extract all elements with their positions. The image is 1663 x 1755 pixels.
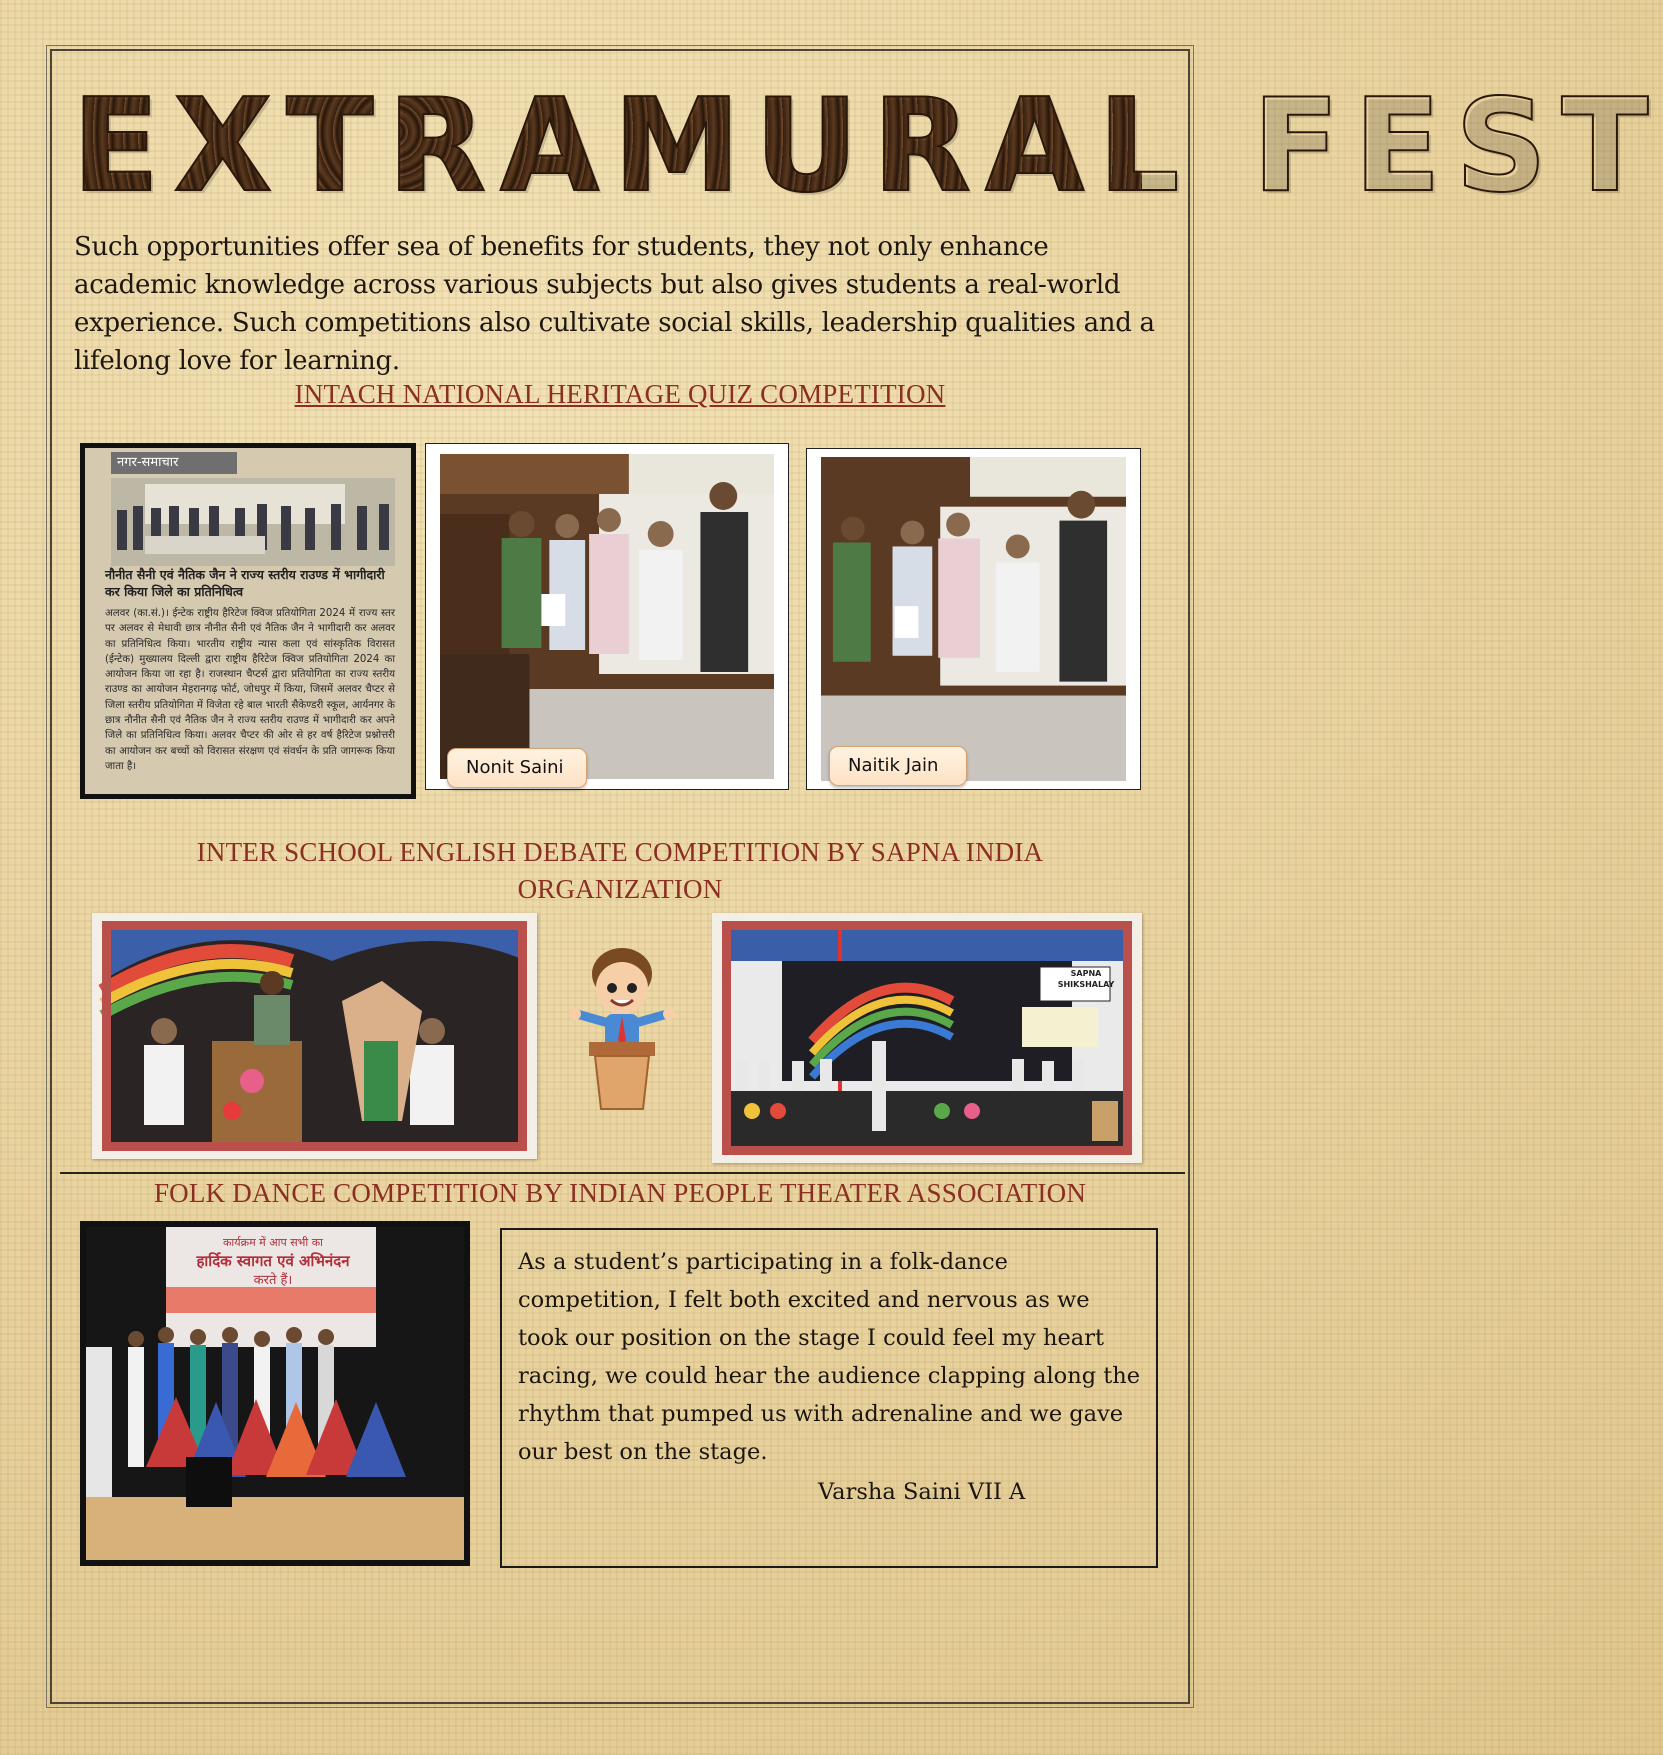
- folk-banner: [168, 1235, 378, 1290]
- folk-dance-photo: [80, 1221, 470, 1566]
- folk-banner-line-1: कार्यक्रम में आप सभी का: [222, 1236, 324, 1249]
- newspaper-masthead: नगर-समाचार: [111, 452, 237, 474]
- debate-heading: INTER SCHOOL ENGLISH DEBATE COMPETITION BY SAPNA INDIA ORGANIZATION: [196, 837, 1044, 904]
- stage-sign-line-1: SAPNA: [1070, 969, 1102, 978]
- folk-banner-line-2: हार्दिक स्वागत एवं अभिनंदन: [196, 1252, 350, 1270]
- newspaper-clipping: [80, 443, 416, 799]
- stage-sign: [1051, 968, 1121, 990]
- debate-mascot-icon: [567, 944, 677, 1112]
- newspaper-body: अलवर (का.सं.)। ईन्टेक राष्ट्रीय हैरिटेज क्विज प्रतियोगिता 2024 में राज्य स्तर पर अलवर से मेधावी छात्र नौनीत सैनी एवं नैतिक जैन ने भागीदारी कर अलवर का प्रतिनिधित्व किया। भारतीय राष्ट्रीय न्यास कला एवं सांस्कृतिक विरासत (ईन्टेक) मुख्यालय दिल्ली द्वारा राष्ट्रीय हैरिटेज क्विज प्रतियोगिता 2024 का आयोजन किया जा रहा है। राजस्थान चैप्टर्स द्वारा प्रतियोगिता का राज्य स्तरीय राउण्ड का आयोजन मेहरानगढ़ फोर्ट, जोधपुर में किया, जिसमें अलवर चैप्टर से जिला स्तरीय प्रतियोगिता में विजेता रहे बाल भारती सैकेण्डरी स्कूल, आर्यनगर के छात्र नौनीत सैनी एवं नैतिक जैन ने राज्य स्तरीय राउण्ड में भागीदारी कर अपने जिले का प्रतिनिधित्व किया। अलवर चैप्टर की ओर से हर वर्ष हैरिटेज प्रश्नोत्तरी का आयोजन कर बच्चों को विरासत संरक्षण एवं संवर्धन के प्रति जागरूक किया जाता है।: [105, 608, 395, 772]
- quiz-photo-naitik: [806, 448, 1141, 790]
- quiz-heading: INTACH NATIONAL HERITAGE QUIZ COMPETITION: [294, 379, 946, 409]
- stage-sign-line-2: SHIKSHALAY: [1057, 980, 1115, 989]
- newspaper-headline: नौनीत सैनी एवं नैतिक जैन ने राज्य स्तरीय राउण्ड में भागीदारी कर किया जिले का प्रतिनिधित्व: [105, 567, 385, 599]
- award-ceremony-photo-icon: [440, 454, 774, 779]
- folk-heading: FOLK DANCE COMPETITION BY INDIAN PEOPLE THEATER ASSOCIATION: [153, 1178, 1087, 1208]
- student-quote-box: [500, 1228, 1158, 1568]
- award-ceremony-photo-icon: [821, 457, 1126, 781]
- debate-stage-photo-icon: [102, 921, 527, 1151]
- student-quote-author: Varsha Saini VII A: [818, 1479, 1026, 1505]
- debate-photo-stage: [712, 913, 1142, 1163]
- folk-banner-line-3: करते हैं।: [253, 1273, 293, 1288]
- student-quote-text: As a student’s participating in a folk-dance competition, I felt both excited and nervous as we took our position on the stage I could feel my heart racing, we could hear the audience clapping along the rhythm that pumped us with adrenaline and we gave our best on the stage.: [518, 1249, 1141, 1465]
- caption-naitik-jain: Naitik Jain: [829, 746, 967, 786]
- debate-stage-photo-icon: [722, 921, 1132, 1155]
- quiz-photo-nonit: [425, 443, 789, 790]
- debate-photo-speaker: [92, 913, 537, 1159]
- page-title: EXTRAMURAL FEST: [72, 72, 1663, 221]
- caption-nonit-saini: Nonit Saini: [447, 748, 587, 788]
- intro-paragraph: Such opportunities offer sea of benefits for students, they not only enhance academic knowledge across various subjects but also gives students a real-world experience. Such competitions also cultivate social skills, leadership qualities and a lifelong love for learning.: [74, 232, 1155, 376]
